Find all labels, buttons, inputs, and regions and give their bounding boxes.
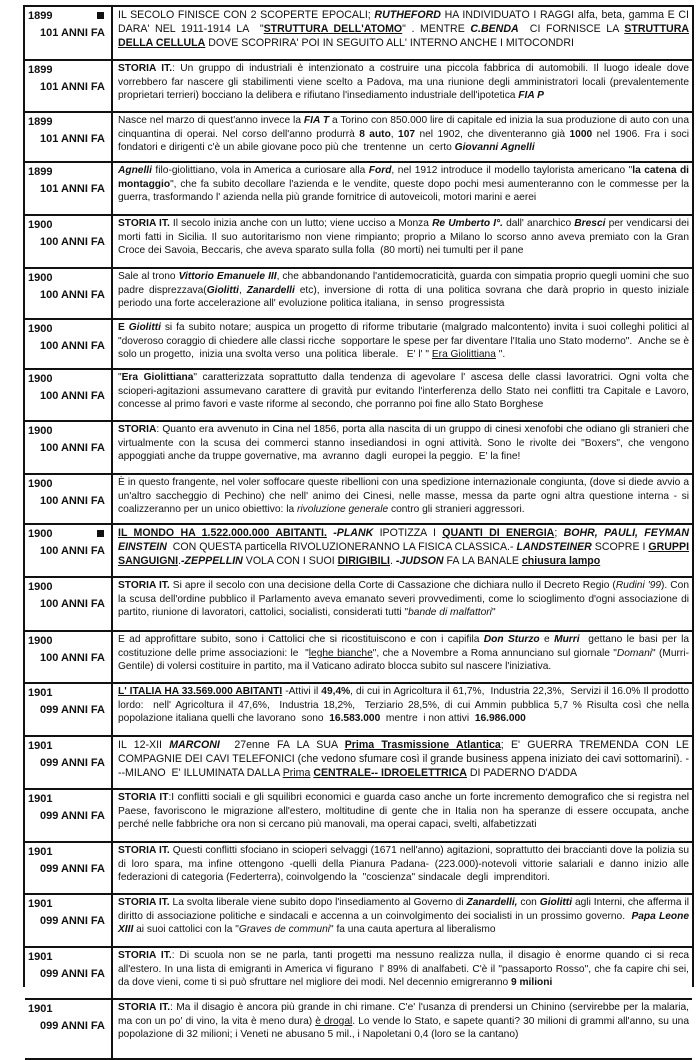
year-label: 1901 (28, 740, 53, 752)
year-cell (25, 1000, 113, 1058)
table-row (25, 370, 692, 422)
year-label: 1899 (28, 10, 53, 22)
table-row (25, 737, 692, 790)
event-text: STORIA IT. Questi conflitti sfociano in scioperi selvaggi (1671 nell'anno) agitazioni, soprattutto dei braccianti dove la polizia su di loro spara, ma infine ottengono -quelli della Pianura Padana- (223.000)-notevoli vittorie salariali e danno inizio alle federazioni di categoria (Federterra), coinvolgendo la "coscienza" sindacale degli imprenditori. (118, 845, 689, 884)
years-ago-label: 100 ANNI FA (39, 442, 105, 454)
table-row (25, 475, 692, 525)
year-label: 1901 (28, 687, 53, 699)
year-label: 1900 (28, 581, 53, 593)
year-label: 1901 (28, 1003, 53, 1015)
year-cell (25, 216, 113, 267)
table-row (25, 422, 692, 475)
years-ago-label: 101 ANNI FA (39, 81, 105, 93)
event-text: STORIA IT:I conflitti sociali e gli squilibri economici e guarda caso anche un forte incremento demografico che si registra nel Paese, favoriscono le migrazione all'estero, moltitudine di gente che in Italia non ha speranze di essere occupata, anche perché nelle fabbriche ora non si cercano più manovali, ma operai capaci, svelti, alfabetizzati (118, 792, 689, 831)
event-text: IL MONDO HA 1.522.000.000 ABITANTI. -PLANK IPOTIZZA I QUANTI DI ENERGIA; BOHR, PAULI, FEYMAN EINSTEIN CON QUESTA particella RIVOLUZIONERANNO LA FISICA CLASSICA.- LANDSTEINER SCOPRE I GRUPPI SANGUIGNI.-ZEPPELLIN VOLA CON I SUOI DIRIGIBILI. -JUDSON FA LA BANALE chiusura lampo (118, 527, 690, 567)
year-cell (25, 737, 113, 788)
event-text: Agnelli filo-giolittiano, vola in America a curiosare alla Ford, nel 1912 introduce il modello taylorista americano "la catena di montaggio", che fa subito decollare l'azienda e le vendite, queste dopo pochi mesi aumenteranno con le commesse per la guerra, trasformando l' azienda nella più grande fornitrice di autoveicoli, motori marini e aerei (118, 165, 689, 204)
year-cell (25, 320, 113, 368)
square-bullet-icon (97, 530, 104, 537)
table-row (25, 684, 692, 737)
year-label: 1899 (28, 166, 53, 178)
year-label: 1901 (28, 951, 53, 963)
year-cell (25, 113, 113, 161)
year-label: 1900 (28, 323, 53, 335)
event-text: E ad approfittare subito, sono i Cattolici che si ricostituiscono e con i capifila Don Sturzo e Murri gettano le basi per la costituzione delle prime associazioni: le "leghe bianche", che a Novembre a Roma annunciano sul giornale "Domani" (Murri-Gentile) di volersi costituire in partito, ma il Vaticano adirato blocca subito sul nascere l'iniziativa. (118, 634, 690, 673)
year-label: 1901 (28, 793, 53, 805)
table-row (25, 320, 692, 370)
years-ago-label: 100 ANNI FA (39, 598, 105, 610)
event-text: IL 12-XII MARCONI 27enne FA LA SUA Prima Trasmissione Atlantica; E' GUERRA TREMENDA CON LE COMPAGNIE DEI CAVI TELEFONICI (che vedono sfumare così il grande business appena iniziato dei cavi sottomarini). ---MILANO E' ILLUMINATA DALLA Prima CENTRALE-- IDROELETTRICA DI PADERNO D'ADDA (118, 739, 689, 779)
year-label: 1900 (28, 425, 53, 437)
years-ago-label: 100 ANNI FA (39, 340, 105, 352)
years-ago-label: 099 ANNI FA (39, 810, 105, 822)
table-row (25, 843, 692, 895)
event-text: STORIA IT.: Ma il disagio è ancora più grande in chi rimane. C'e' l'usanza di prendersi un Chinino (servirebbe per la malaria, ma con un po' di vino, la vita è meno dura) è drogal. Lo vende lo Stato, e sapete quanti? 30 milioni di grammi all'anno, su una popolazione di 32 milioni; i Veneti ne abusano 5 mil., i Napoletani 0,4 (loro se la cantano) (118, 1002, 690, 1041)
table-row (25, 163, 692, 216)
years-ago-label: 099 ANNI FA (39, 1020, 105, 1032)
year-label: 1901 (28, 846, 53, 858)
table-row (25, 578, 692, 632)
event-text: Nasce nel marzo di quest'anno invece la FIA T a Torino con 850.000 lire di capitale ed inizia la sua produzione di auto con una cinquantina di operai. Nel corso dell'anno produrrà 8 auto, 107 nel 1902, che diventeranno già 1000 nel 1906. Fra i soci fondatori e dirigenti c'è un abile giovane poco più che trentenne un certo Giovanni Agnelli (118, 115, 689, 154)
year-label: 1900 (28, 478, 53, 490)
table-row (25, 525, 692, 578)
year-label: 1900 (28, 528, 53, 540)
year-cell (25, 948, 113, 998)
year-cell (25, 895, 113, 946)
event-text: STORIA IT. Il secolo inizia anche con un lutto; viene ucciso a Monza Re Umberto I°. dall' anarchico Bresci per vendicarsi dei morti fatti in Sicilia. Il suo autoritarismo non viene rimpianto; proprio a Milano lo scorso anno aveva premiato con la Gran Croce dei Savoia, Beccaris, che aveva sparato sulla folla (80 morti) nei tumulti per il pane (118, 218, 689, 257)
year-cell (25, 578, 113, 630)
table-row (25, 948, 692, 1000)
years-ago-label: 099 ANNI FA (39, 704, 105, 716)
year-cell (25, 163, 113, 214)
year-cell (25, 61, 113, 111)
event-text: "Era Giolittiana" caratterizzata soprattutto dalla tendenza di agevolare l' ascesa delle classi lavoratrici. Ogni volta che scioperi-agitazioni assumevano carattere di gravità pur evitando l'interferenza dello Stato nei conflitti tra Capitale e Lavoro, concesse al primo favori e vaste riforme al secondo, che porranno poi fine allo Stato Borghese (118, 372, 689, 411)
event-text: È in questo frangente, nel voler soffocare queste ribellioni con una spedizione internazionale congiunta, (dove si diede avvio a un'altro saccheggio di Pechino) che nell' animo dei Cinesi, nelle masse, messa da parte ogni altra questione interna - si coalizzeranno per un unico obiettivo: la rivoluzione generale contro gli stranieri aggressori. (118, 477, 689, 516)
table-row (25, 269, 692, 320)
years-ago-label: 101 ANNI FA (39, 27, 105, 39)
event-text: STORIA IT. La svolta liberale viene subito dopo l'insediamento al Governo di Zanardelli, con Giolitti agli Interni, che afferma il diritto di associazione politiche e sindacali e accenna a un coinvolgimento dei socialisti in un prossimo governo. Papa Leone XIII ai suoi cattolici con la "Graves de communi" fa una cauta apertura al liberalismo (118, 897, 690, 936)
table-row (25, 7, 692, 61)
year-label: 1901 (28, 898, 53, 910)
table-row (25, 113, 692, 163)
year-label: 1899 (28, 64, 53, 76)
event-text: STORIA IT. Si apre il secolo con una decisione della Corte di Cassazione che dichiara nullo il Decreto Regio (Rudini '99). Con la scusa dell'ordine pubblico il Parlamento aveva emanato severi provvedimenti, come lo scioglimento d'ogni associazione di partito, riunione di lavoratori, cattolici, socialisti, considerati tutti "bande di malfattori" (118, 580, 689, 619)
table-row (25, 632, 692, 684)
year-cell (25, 684, 113, 735)
event-text: STORIA IT.: Un gruppo di industriali è intenzionato a costruire una piccola fabbrica di automobili. Il luogo ideale dove vorrebbero far nascere gli stabilimenti viene scelto a Padova, ma una riunione degli amministratori locali (prevalentemente proprietari terrieri) bocciano la delibera e rifiutano l'insediamento industriale dell'ipotetica FIA P (118, 63, 689, 102)
table-row (25, 790, 692, 843)
years-ago-label: 099 ANNI FA (39, 757, 105, 769)
table-row (25, 61, 692, 113)
year-cell (25, 370, 113, 420)
year-label: 1900 (28, 373, 53, 385)
years-ago-label: 100 ANNI FA (39, 236, 105, 248)
year-cell (25, 422, 113, 473)
event-text: E Giolitti si fa subito notare; auspica un progetto di riforme tributarie (malgrado malcontento) invita i suoi colleghi politici al "doveroso coraggio di chiedere alle classi ricche sopportare le spese per far diventare l'Italia uno Stato moderno". Anche se è solo un progetto, inizia una svolta verso una politica liberale. E' l' " Era Giolittiana ". (118, 322, 689, 361)
year-label: 1900 (28, 219, 53, 231)
event-text: STORIA: Quanto era avvenuto in Cina nel 1856, porta alla nascita di un gruppo di cinesi xenofobi che odiano gli stranieri che virtualmente con la scusa dei commerci stanno insediandosi in ogni attività. Sono le rivolte dei "Boxers", che vengono appoggiati anche da truppe governative, ma avranno dagli europei la peggio. E' la fine! (118, 424, 689, 463)
table-row (25, 216, 692, 269)
year-label: 1900 (28, 635, 53, 647)
years-ago-label: 099 ANNI FA (39, 863, 105, 875)
years-ago-label: 099 ANNI FA (39, 968, 105, 980)
year-cell (25, 475, 113, 523)
years-ago-label: 099 ANNI FA (39, 915, 105, 927)
year-cell (25, 843, 113, 893)
year-cell (25, 269, 113, 318)
years-ago-label: 100 ANNI FA (39, 652, 105, 664)
year-label: 1900 (28, 272, 53, 284)
years-ago-label: 100 ANNI FA (39, 390, 105, 402)
years-ago-label: 100 ANNI FA (39, 545, 105, 557)
years-ago-label: 100 ANNI FA (39, 289, 105, 301)
years-ago-label: 101 ANNI FA (39, 183, 105, 195)
year-cell (25, 7, 113, 59)
event-text: STORIA IT.: Di scuola non se ne parla, tanti progetti ma nessuno realizza nulla, il disagio è enorme quando ci si reca all'estero. In una lista di emigranti in America vi figurano l' 89% di analfabeti. C'è il "passaporto Rosso", che fa capire chi sei, da dove vieni, come ti si può sfruttare nel migliore dei modi. Nel decennio emigreranno 9 milioni (118, 950, 689, 989)
table-row (25, 1000, 692, 1060)
year-cell (25, 790, 113, 841)
years-ago-label: 100 ANNI FA (39, 495, 105, 507)
year-cell (25, 525, 113, 576)
event-text: Sale al trono Vittorio Emanuele III, che abbandonando l'antidemocraticità, guarda con simpatia proprio quegli uomini che suo padre disprezzava(Giolitti, Zanardelli etc), inversione di rotta di una politica sovrana che darà proprio in questo iniziale periodo una forte accelerazione all' evoluzione politica italiana, in senso progressista (118, 271, 689, 310)
table-row (25, 895, 692, 948)
year-cell (25, 632, 113, 682)
square-bullet-icon (97, 12, 104, 19)
years-ago-label: 101 ANNI FA (39, 133, 105, 145)
year-label: 1899 (28, 116, 53, 128)
event-text: IL SECOLO FINISCE CON 2 SCOPERTE EPOCALI; RUTHEFORD HA INDIVIDUATO I RAGGI alfa, beta, gamma E CI DARA' NEL 1911-1914 LA "STRUTTURA DELL'ATOMO" . MENTRE C.BENDA CI FORNISCE LA STRUTTURA DELLA CELLULA DOVE SCOPRIRA' POI IN SEGUITO ALL' INTERNO ANCHE I MITOCONDRI (118, 9, 690, 49)
event-text: L' ITALIA HA 33.569.000 ABITANTI -Attivi il 49,4%, di cui in Agricoltura il 61,7%, Industria 22,3%, Servizi il 16.0% Il prodotto lordo: nell' Agricoltura il 47,6%, Industria 18,2%, Terziario 28,5%, di cui Ammin pubblica 5,7 % Risulta così che nella popolazione italiana quelli che lavorano sono 16.583.000 mentre i non attivi 16.986.000 (118, 686, 689, 725)
chronology-table (23, 5, 694, 1041)
